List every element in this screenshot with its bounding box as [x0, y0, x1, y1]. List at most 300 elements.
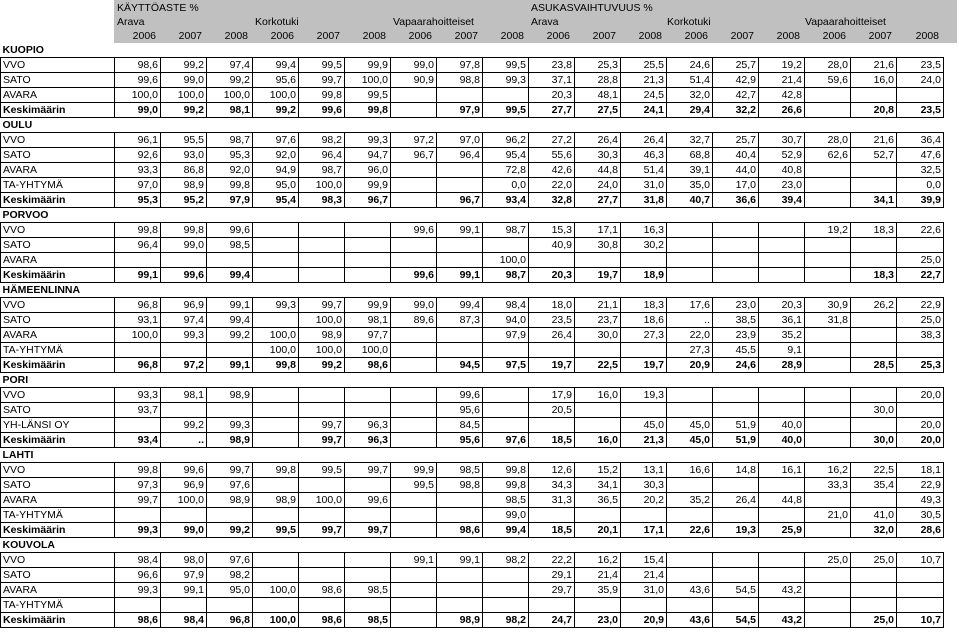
table-cell: 27,7 [575, 193, 621, 208]
table-cell: 16,0 [575, 433, 621, 448]
table-cell: 99,0 [391, 58, 437, 73]
table-cell: 96,9 [161, 478, 207, 493]
row-label: AVARA [1, 583, 115, 598]
table-cell: 23,5 [897, 58, 944, 73]
table-cell: 99,4 [207, 313, 253, 328]
table-cell: 37,1 [529, 73, 575, 88]
table-cell: 100,0 [253, 343, 299, 358]
table-cell: 25,9 [759, 523, 805, 538]
table-cell: 36,1 [759, 313, 805, 328]
data-table [0, 43, 944, 628]
table-cell: 99,6 [391, 223, 437, 238]
table-cell: 30,5 [897, 508, 944, 523]
table-cell: 19,3 [621, 388, 667, 403]
table-cell [851, 568, 897, 583]
table-cell [437, 178, 483, 193]
table-cell [713, 598, 759, 613]
table-cell: 29,4 [667, 103, 713, 118]
table-cell [391, 103, 437, 118]
table-cell: 95,4 [253, 193, 299, 208]
table-cell [253, 553, 299, 568]
table-cell: 31,0 [621, 178, 667, 193]
table-cell: 99,8 [483, 478, 529, 493]
table-cell: 30,7 [759, 133, 805, 148]
table-cell [299, 598, 345, 613]
table-cell: .. [667, 313, 713, 328]
table-cell [253, 478, 299, 493]
table-cell: 95,0 [253, 178, 299, 193]
table-cell: 98,6 [115, 613, 161, 628]
row-label: SATO [1, 568, 115, 583]
table-row [1, 583, 944, 598]
table-cell: 95,2 [161, 193, 207, 208]
table-cell: 98,3 [299, 193, 345, 208]
row-label: VVO [1, 553, 115, 568]
average-row [1, 523, 944, 538]
table-cell: 99,2 [299, 358, 345, 373]
table-cell: 98,1 [207, 103, 253, 118]
table-cell [897, 403, 944, 418]
table-cell [621, 343, 667, 358]
table-cell: 96,4 [437, 148, 483, 163]
table-cell: 95,4 [483, 148, 529, 163]
table-cell [713, 223, 759, 238]
table-cell: 21,6 [851, 133, 897, 148]
table-cell: 23,5 [897, 103, 944, 118]
table-cell [667, 403, 713, 418]
table-cell: 96,2 [483, 133, 529, 148]
table-row [1, 328, 944, 343]
table-cell: 99,8 [483, 463, 529, 478]
table-cell [759, 238, 805, 253]
table-cell: 30,8 [575, 238, 621, 253]
table-cell [253, 418, 299, 433]
table-row [1, 598, 944, 613]
table-cell: 99,8 [207, 178, 253, 193]
table-cell: 16,2 [805, 463, 851, 478]
year-header: 2007 [868, 30, 892, 42]
table-cell: 18,0 [529, 298, 575, 313]
group-label: Korkotuki [255, 16, 299, 28]
table-cell: 95,6 [437, 403, 483, 418]
row-label: SATO [1, 238, 115, 253]
table-cell: 99,2 [161, 58, 207, 73]
table-cell: 22,0 [529, 178, 575, 193]
table-cell [851, 328, 897, 343]
table-cell: 94,0 [483, 313, 529, 328]
table-cell [713, 238, 759, 253]
table-cell [851, 583, 897, 598]
table-cell: 100,0 [253, 613, 299, 628]
table-cell: 18,3 [621, 298, 667, 313]
table-cell: 96,7 [345, 193, 391, 208]
table-cell: 18,5 [529, 433, 575, 448]
asukas-title: ASUKASVAIHTUVUUS % [531, 2, 653, 14]
table-cell: 36,5 [575, 493, 621, 508]
table-cell: 98,1 [161, 388, 207, 403]
table-cell: 28,0 [805, 133, 851, 148]
table-cell: 24,0 [897, 73, 944, 88]
table-cell: 32,8 [529, 193, 575, 208]
table-cell [391, 598, 437, 613]
table-cell: 99,1 [437, 553, 483, 568]
table-cell [437, 253, 483, 268]
table-cell [759, 388, 805, 403]
table-cell [575, 508, 621, 523]
table-cell [437, 88, 483, 103]
table-cell: 99,2 [161, 418, 207, 433]
table-cell: 22,5 [575, 358, 621, 373]
table-cell: 99,6 [299, 103, 345, 118]
row-label: VVO [1, 463, 115, 478]
table-cell [345, 268, 391, 283]
table-cell: 96,8 [115, 358, 161, 373]
table-cell [299, 268, 345, 283]
table-cell: 100,0 [207, 88, 253, 103]
table-cell [851, 163, 897, 178]
table-cell [299, 478, 345, 493]
table-cell: 26,4 [713, 493, 759, 508]
table-cell: 52,7 [851, 148, 897, 163]
table-cell: 26,4 [529, 328, 575, 343]
year-header: 2007 [316, 30, 340, 42]
table-cell: 26,4 [621, 133, 667, 148]
table-cell: 39,1 [667, 163, 713, 178]
year-header: 2008 [500, 30, 524, 42]
table-cell: 30,0 [851, 403, 897, 418]
table-cell: 51,4 [667, 73, 713, 88]
table-cell: 23,9 [713, 328, 759, 343]
table-cell: 21,4 [759, 73, 805, 88]
table-cell: 95,3 [207, 148, 253, 163]
table-cell: 99,5 [391, 478, 437, 493]
table-cell: 42,8 [759, 88, 805, 103]
table-cell: 98,6 [437, 523, 483, 538]
table-cell: 86,8 [161, 163, 207, 178]
table-cell: 21,1 [575, 298, 621, 313]
table-cell [713, 388, 759, 403]
table-cell [391, 493, 437, 508]
city-name: PORI [2, 373, 29, 386]
row-label: AVARA [1, 88, 115, 103]
table-cell: 29,7 [529, 583, 575, 598]
table-cell: 34,3 [529, 478, 575, 493]
table-cell: 15,3 [529, 223, 575, 238]
table-cell: 97,2 [391, 133, 437, 148]
table-row [1, 478, 944, 493]
table-cell: 98,9 [207, 433, 253, 448]
table-cell: 97,4 [161, 313, 207, 328]
table-cell: 99,2 [207, 73, 253, 88]
table-cell [437, 598, 483, 613]
table-cell [253, 388, 299, 403]
table-cell [483, 343, 529, 358]
table-cell: 10,7 [897, 613, 944, 628]
table-cell: 99,3 [345, 133, 391, 148]
average-row [1, 268, 944, 283]
table-cell [299, 238, 345, 253]
table-cell: 31,8 [621, 193, 667, 208]
table-cell [391, 253, 437, 268]
table-cell: 32,0 [667, 88, 713, 103]
table-cell: 96,8 [115, 298, 161, 313]
table-cell [851, 388, 897, 403]
table-cell: .. [161, 433, 207, 448]
table-cell: 99,1 [207, 358, 253, 373]
table-cell: 30,2 [621, 238, 667, 253]
table-cell: 98,9 [161, 178, 207, 193]
table-cell: 100,0 [115, 88, 161, 103]
table-cell: 99,8 [345, 103, 391, 118]
table-cell: 24,1 [621, 103, 667, 118]
table-cell: 22,9 [897, 298, 944, 313]
table-cell [299, 223, 345, 238]
table-cell [713, 553, 759, 568]
table-cell [851, 418, 897, 433]
table-cell: 41,0 [851, 508, 897, 523]
table-cell: 92,0 [207, 163, 253, 178]
table-cell [759, 403, 805, 418]
table-cell: 28,5 [851, 358, 897, 373]
city-name: KOUVOLA [2, 538, 55, 551]
group-label: Arava [117, 16, 145, 28]
table-cell: 44,8 [759, 493, 805, 508]
table-cell: 51,9 [713, 418, 759, 433]
table-cell: 99,8 [253, 463, 299, 478]
table-cell: 17,0 [713, 178, 759, 193]
table-cell: 26,6 [759, 103, 805, 118]
table-cell: 93,4 [483, 193, 529, 208]
table-cell [575, 598, 621, 613]
table-cell: 99,7 [299, 433, 345, 448]
table-cell [161, 343, 207, 358]
table-cell: 98,9 [253, 493, 299, 508]
table-cell: 99,1 [437, 223, 483, 238]
table-cell: 97,4 [207, 58, 253, 73]
table-cell [253, 433, 299, 448]
table-cell: 42,6 [529, 163, 575, 178]
table-cell [437, 328, 483, 343]
year-header: 2008 [915, 30, 939, 42]
table-cell: 98,9 [207, 493, 253, 508]
table-cell [897, 88, 944, 103]
table-cell [713, 268, 759, 283]
table-cell: 28,0 [805, 58, 851, 73]
table-cell [391, 238, 437, 253]
table-cell: 26,2 [851, 298, 897, 313]
table-cell: 99,2 [253, 103, 299, 118]
year-header: 2007 [178, 30, 202, 42]
table-cell: 98,2 [483, 553, 529, 568]
table-cell: 99,9 [391, 463, 437, 478]
table-row [1, 223, 944, 238]
table-cell [667, 508, 713, 523]
table-cell: 99,7 [345, 463, 391, 478]
table-cell: 100,0 [345, 343, 391, 358]
table-cell [621, 253, 667, 268]
table-cell [391, 88, 437, 103]
table-cell [345, 253, 391, 268]
table-cell: 23,0 [759, 178, 805, 193]
table-cell [115, 598, 161, 613]
table-cell [391, 613, 437, 628]
table-cell: 35,4 [851, 478, 897, 493]
row-label: SATO [1, 148, 115, 163]
table-cell: 27,3 [667, 343, 713, 358]
table-cell: 99,5 [483, 58, 529, 73]
table-cell: 99,1 [391, 553, 437, 568]
table-cell: 99,5 [299, 58, 345, 73]
table-cell: 99,0 [115, 103, 161, 118]
table-cell [299, 508, 345, 523]
table-cell [759, 268, 805, 283]
table-cell: 98,2 [483, 613, 529, 628]
group-label: Vapaarahoitteiset [393, 16, 474, 28]
table-cell [851, 253, 897, 268]
table-cell [575, 343, 621, 358]
table-cell: 100,0 [345, 73, 391, 88]
table-cell: 99,3 [207, 418, 253, 433]
table-cell: 17,9 [529, 388, 575, 403]
table-cell: 98,9 [299, 328, 345, 343]
table-cell [391, 568, 437, 583]
table-cell: 48,1 [575, 88, 621, 103]
table-cell: 21,6 [851, 58, 897, 73]
table-cell: 38,3 [897, 328, 944, 343]
table-cell: 16,2 [575, 553, 621, 568]
year-header: 2007 [454, 30, 478, 42]
table-cell: 27,3 [621, 328, 667, 343]
table-cell: 99,5 [299, 463, 345, 478]
year-header: 2008 [224, 30, 248, 42]
table-row [1, 508, 944, 523]
table-cell: 96,7 [437, 193, 483, 208]
table-cell [805, 493, 851, 508]
row-label: VVO [1, 58, 115, 73]
year-header: 2006 [822, 30, 846, 42]
row-label: VVO [1, 223, 115, 238]
table-cell: 99,1 [161, 583, 207, 598]
table-cell: 97,8 [437, 58, 483, 73]
table-cell: 52,9 [759, 148, 805, 163]
table-cell: 98,8 [437, 73, 483, 88]
table-cell: 18,3 [851, 268, 897, 283]
table-cell: 55,6 [529, 148, 575, 163]
table-cell: 99,4 [207, 268, 253, 283]
table-cell: 20,1 [575, 523, 621, 538]
table-cell: 26,4 [575, 133, 621, 148]
table-cell [483, 88, 529, 103]
table-cell [391, 328, 437, 343]
table-cell: 99,5 [483, 103, 529, 118]
table-cell: 96,1 [115, 133, 161, 148]
table-cell: 96,3 [345, 433, 391, 448]
year-header: 2008 [638, 30, 662, 42]
table-cell: 24,7 [529, 613, 575, 628]
table-cell: 99,6 [437, 388, 483, 403]
city-row [1, 448, 944, 463]
table-cell: 98,7 [483, 268, 529, 283]
row-label: VVO [1, 298, 115, 313]
row-label: VVO [1, 388, 115, 403]
table-cell: 95,6 [253, 73, 299, 88]
table-cell: 98,2 [299, 133, 345, 148]
table-cell: 25,0 [851, 613, 897, 628]
table-cell: 95,5 [161, 133, 207, 148]
table-cell [805, 598, 851, 613]
table-cell: 17,1 [621, 523, 667, 538]
row-label: Keskimäärin [1, 358, 115, 373]
table-cell: 59,6 [805, 73, 851, 88]
table-cell [207, 253, 253, 268]
table-cell: 97,6 [207, 478, 253, 493]
table-cell [713, 478, 759, 493]
year-header: 2006 [546, 30, 570, 42]
table-cell [437, 568, 483, 583]
table-cell: 98,6 [299, 613, 345, 628]
table-cell: 25,0 [805, 553, 851, 568]
table-cell [253, 403, 299, 418]
table-cell: 30,3 [621, 478, 667, 493]
table-cell: 19,2 [759, 58, 805, 73]
table-cell: 94,7 [345, 148, 391, 163]
year-header: 2007 [730, 30, 754, 42]
table-cell: 27,5 [575, 103, 621, 118]
table-cell [805, 343, 851, 358]
table-cell: 18,9 [621, 268, 667, 283]
table-cell [667, 478, 713, 493]
table-cell: 18,6 [621, 313, 667, 328]
table-cell: 96,6 [115, 568, 161, 583]
table-cell: 28,6 [897, 523, 944, 538]
table-cell: 100,0 [253, 88, 299, 103]
table-cell [253, 268, 299, 283]
row-label: SATO [1, 73, 115, 88]
table-row [1, 163, 944, 178]
table-cell: 51,4 [621, 163, 667, 178]
table-cell: 96,3 [345, 418, 391, 433]
table-cell: 98,5 [437, 463, 483, 478]
table-cell: 35,0 [667, 178, 713, 193]
table-cell [253, 253, 299, 268]
table-cell [299, 388, 345, 403]
table-row [1, 73, 944, 88]
table-cell: 0,0 [897, 178, 944, 193]
table-cell [897, 583, 944, 598]
table-cell [851, 598, 897, 613]
table-cell: 98,9 [207, 388, 253, 403]
table-cell: 0,0 [483, 178, 529, 193]
table-cell: 97,3 [115, 478, 161, 493]
row-label: Keskimäärin [1, 613, 115, 628]
table-cell [299, 553, 345, 568]
table-cell: 99,2 [161, 103, 207, 118]
table-cell: 28,9 [759, 358, 805, 373]
table-cell: 95,3 [115, 193, 161, 208]
row-label: AVARA [1, 163, 115, 178]
table-cell: 35,9 [575, 583, 621, 598]
year-header: 2006 [684, 30, 708, 42]
table-cell: 31,3 [529, 493, 575, 508]
table-cell: 97,0 [437, 133, 483, 148]
table-cell: 99,1 [437, 268, 483, 283]
table-row [1, 568, 944, 583]
table-cell [391, 433, 437, 448]
row-label: TA-YHTYMÄ [1, 343, 115, 358]
table-cell: 25,5 [621, 58, 667, 73]
table-cell [575, 253, 621, 268]
table-cell [713, 403, 759, 418]
